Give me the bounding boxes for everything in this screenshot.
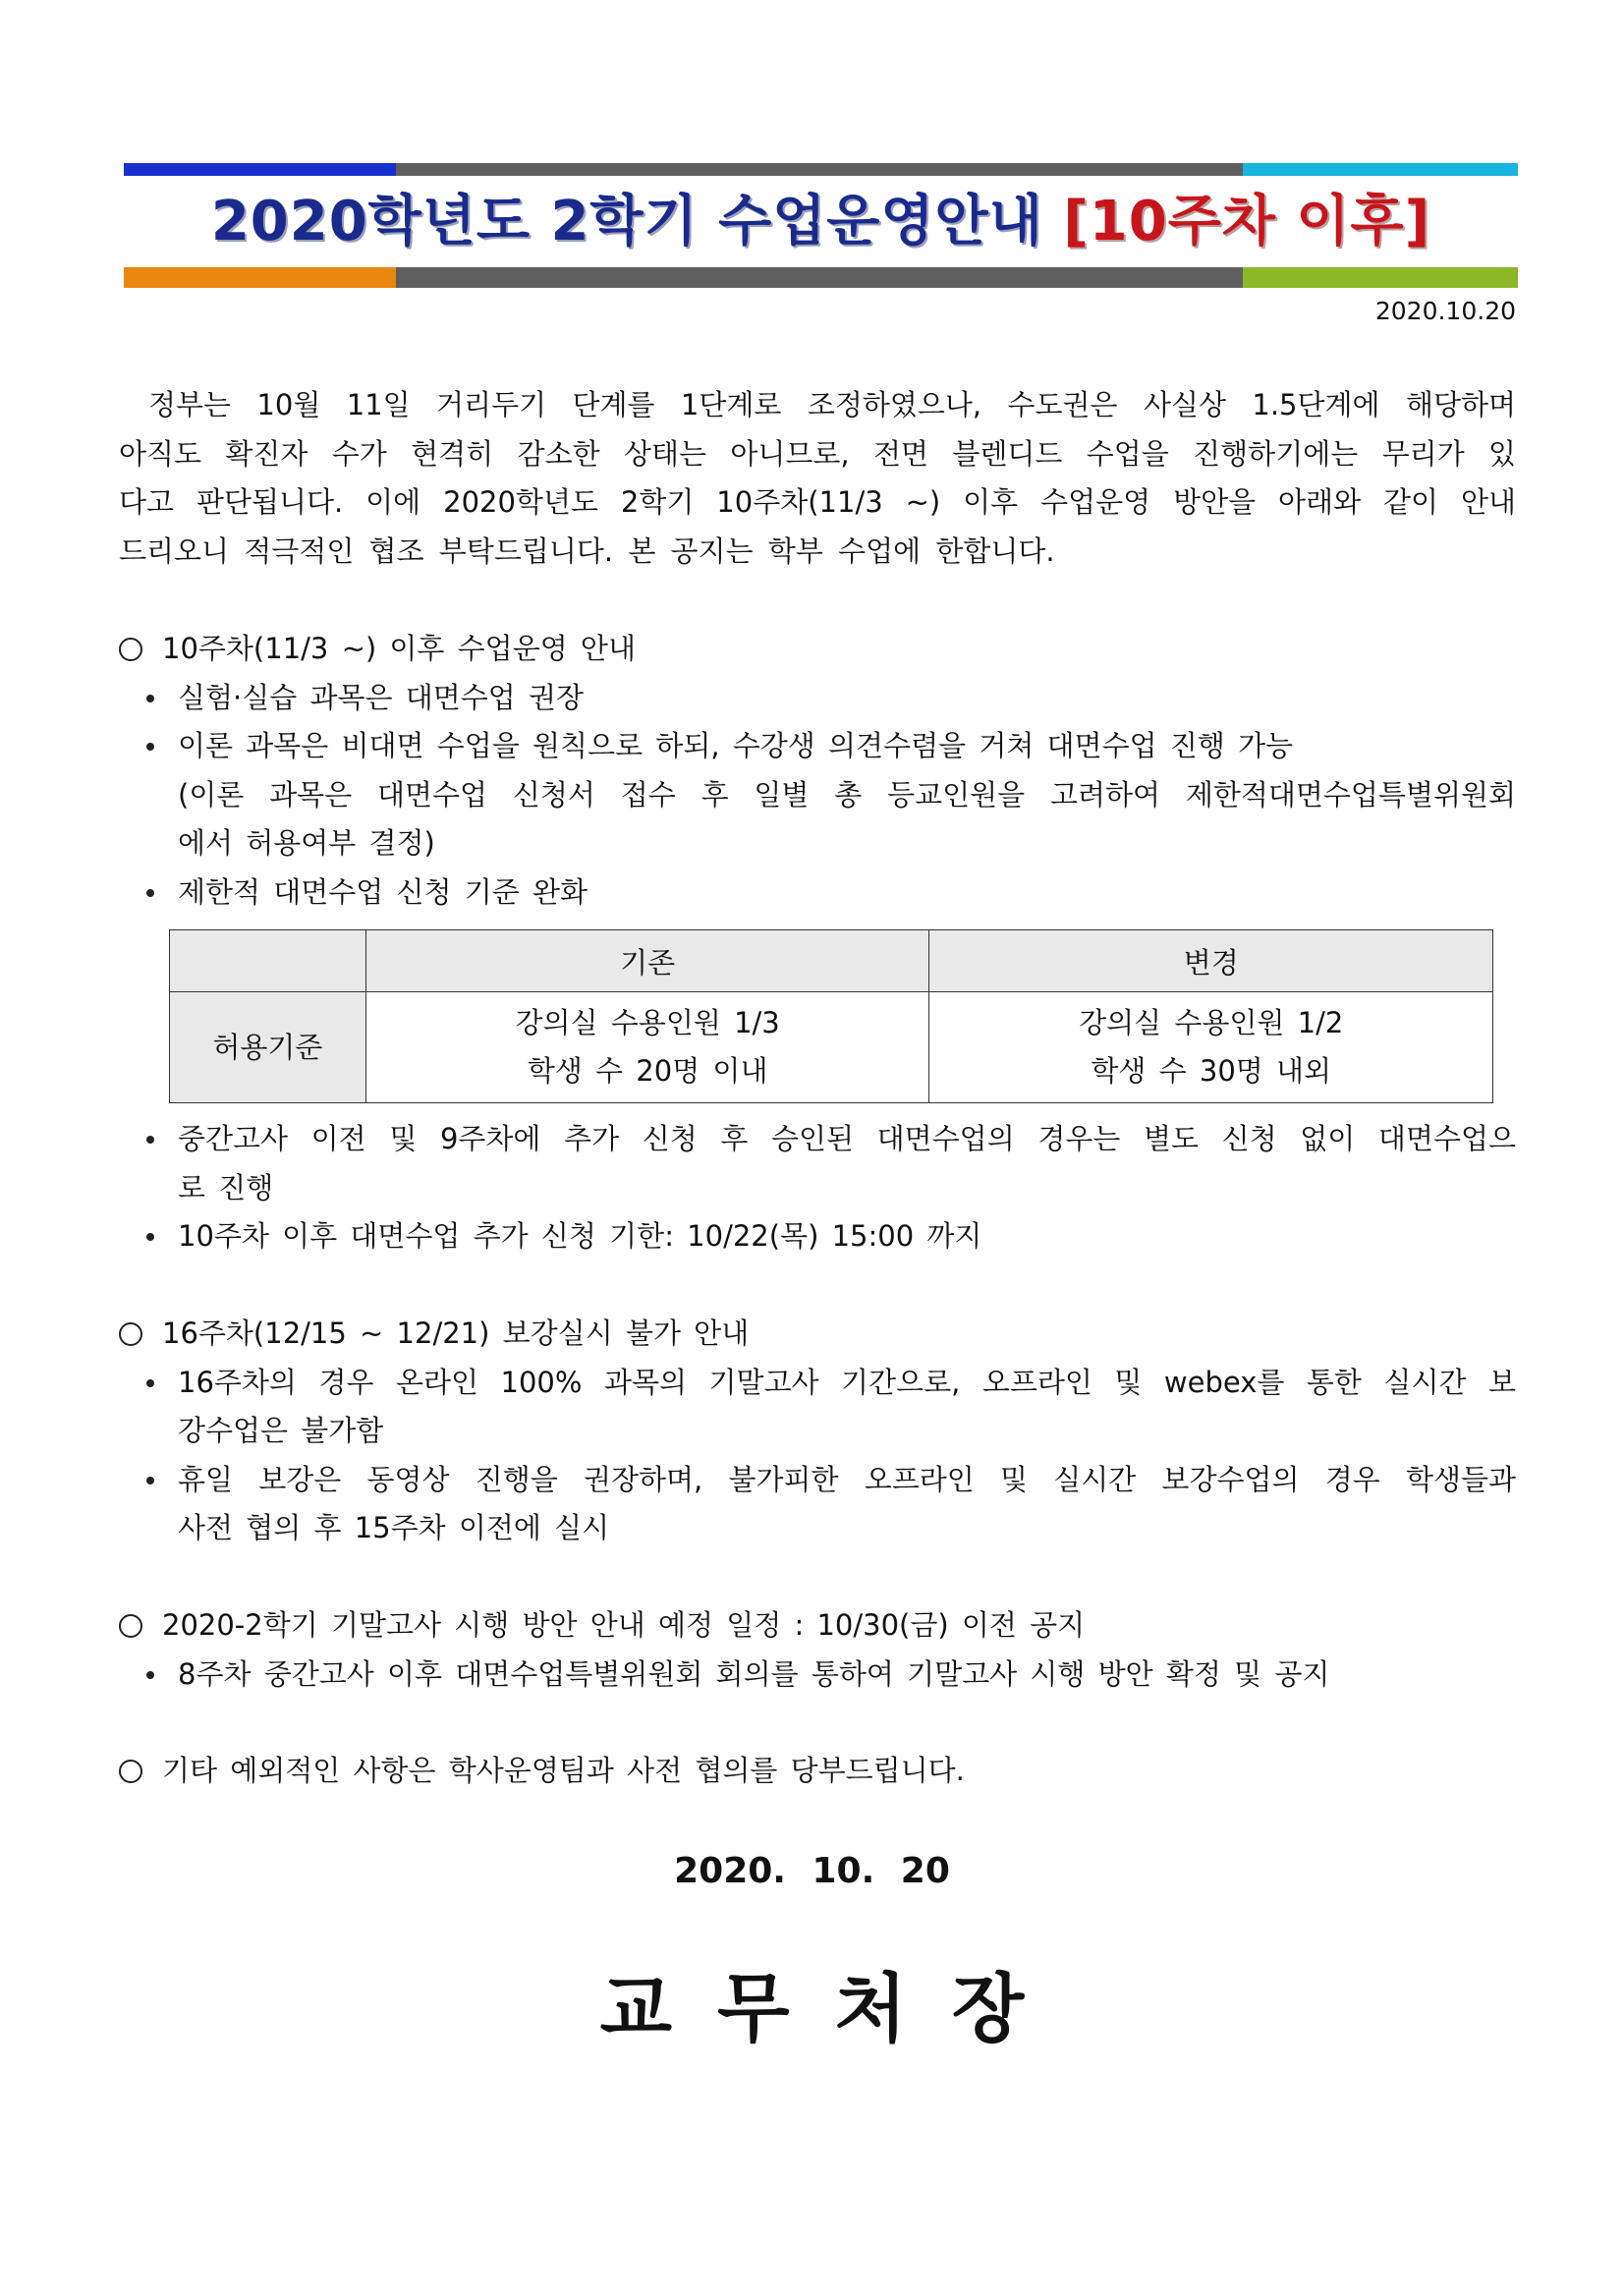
header-bar-gray [396,163,1243,176]
bullet-dot-icon [146,889,154,897]
section-heading-text: 기타 예외적인 사항은 학사운영팀과 사전 협의를 당부드립니다. [162,1754,965,1787]
section-weekly-operation-continued [119,1115,1516,1261]
list-item [119,1651,1516,1700]
title-main: 2020학년도 2학기 수업운영안내 [210,190,1043,253]
table-header-after: 변경 [929,930,1493,992]
circle-bullet-icon [119,1322,142,1346]
list-item [119,1456,1516,1553]
list-item-text: 강수업은 불가함 [178,1414,384,1447]
section-heading [119,625,1516,674]
list-item-text: 16주차의 경우 온라인 100% 과목의 기말고사 기간으로, 오프라인 및 webex를 통한 실시간 보 [178,1365,1516,1399]
bullet-dot-icon [146,743,154,751]
list-item-text: 실험·실습 과목은 대면수업 권장 [178,680,585,714]
list-item-text: 중간고사 이전 및 9주차에 추가 신청 후 승인된 대면수업의 경우는 별도 신청 없이 대면수업으 [178,1122,1516,1155]
list-item [119,868,1516,918]
cell-line: 강의실 수용인원 1/2 [1079,1006,1344,1039]
signature: 교무처장 [599,1965,1070,2052]
list-item-text: 사전 협의 후 15주차 이전에 실시 [178,1511,610,1544]
cell-line: 강의실 수용인원 1/3 [515,1006,780,1039]
header-bar-cyan [1243,163,1518,176]
table-corner-cell [170,930,366,992]
list-item-text: 8주차 중간고사 이후 대면수업특별위원회 회의를 통하여 기말고사 시행 방안 확정 및 공지 [178,1656,1330,1691]
bullet-dot-icon [146,1671,154,1679]
title-accent: [10주차 이후] [1063,190,1431,253]
intro-line: 정부는 10월 11일 거리두기 단계를 1단계로 조정하였으나, 수도권은 사실상 1.5단계에 해당하며 [148,388,1516,421]
intro-line: 다고 판단됩니다. 이에 2020학년도 2학기 10주차(11/3 ~) 이후 수업운영 방안을 아래와 같이 안내 [119,485,1516,519]
list-item [119,1212,1516,1261]
section-final-exam [119,1601,1516,1699]
table-header-row [170,930,1493,992]
list-item [119,722,1516,771]
bullet-dot-icon [146,1136,154,1144]
intro-line: 아직도 확진자 수가 현격히 감소한 상태는 아니므로, 전면 블렌디드 수업을 진행하기에는 무리가 있 [119,436,1516,471]
table-cell-before [365,992,929,1103]
bullet-dot-icon [146,1379,154,1387]
circle-bullet-icon [119,638,142,661]
footer-bar-green [1243,267,1518,288]
list-item-text: 휴일 보강은 동영상 진행을 권장하며, 불가피한 오프라인 및 실시간 보강수업의 경우 학생들과 [178,1462,1516,1496]
footer-date: 2020. 10. 20 [674,1851,950,1891]
list-item-text: 제한적 대면수업 신청 기준 완화 [178,874,588,909]
list-item [119,674,1516,723]
list-item [119,1359,1516,1456]
list-item-note [119,771,1516,868]
list-item-text: 10주차 이후 대면수업 추가 신청 기한: 10/22(목) 15:00 까지 [178,1219,982,1253]
section-weekly-operation [119,625,1516,917]
cell-line: 학생 수 30명 내외 [1091,1054,1332,1088]
table-header-before: 기존 [365,930,929,992]
note-line: (이론 과목은 대면수업 신청서 접수 후 일별 총 등교인원을 고려하여 제한적대면수업특별위원회 [178,777,1516,812]
section-heading [119,1747,1516,1796]
section-other [119,1747,1516,1796]
bullet-dot-icon [146,695,154,702]
circle-bullet-icon [119,1760,142,1783]
document-title [124,183,1518,261]
list-item-text: 이론 과목은 비대면 수업을 원칙으로 하되, 수강생 의견수렴을 거쳐 대면수업 진행 가능 [178,729,1294,762]
list-item-text: 로 진행 [178,1170,274,1204]
footer-bar-orange [124,267,396,288]
criteria-table [169,929,1493,1103]
bullet-dot-icon [146,1477,154,1484]
header-bar-blue [124,163,396,176]
section-heading-text: 16주차(12/15 ~ 12/21) 보강실시 불가 안내 [162,1316,750,1350]
bullet-dot-icon [146,1233,154,1241]
list-item [119,1115,1516,1212]
intro-paragraph [119,381,1516,576]
footer-bar-gray [396,267,1243,288]
table-row-label: 허용기준 [170,992,366,1103]
table-row [170,992,1493,1103]
section-heading-text: 10주차(11/3 ~) 이후 수업운영 안내 [162,632,636,665]
section-heading [119,1601,1516,1651]
section-makeup-classes [119,1310,1516,1553]
circle-bullet-icon [119,1614,142,1638]
section-heading [119,1310,1516,1359]
intro-line: 드리오니 적극적인 협조 부탁드립니다. 본 공지는 학부 수업에 한합니다. [119,533,1055,568]
note-line: 에서 허용여부 결정) [178,826,435,860]
header-date: 2020.10.20 [1374,297,1516,325]
section-heading-text: 2020-2학기 기말고사 시행 방안 안내 예정 일정 : 10/30(금) 이전 공지 [162,1608,1086,1642]
table-cell-after [929,992,1493,1103]
cell-line: 학생 수 20명 이내 [527,1054,768,1088]
